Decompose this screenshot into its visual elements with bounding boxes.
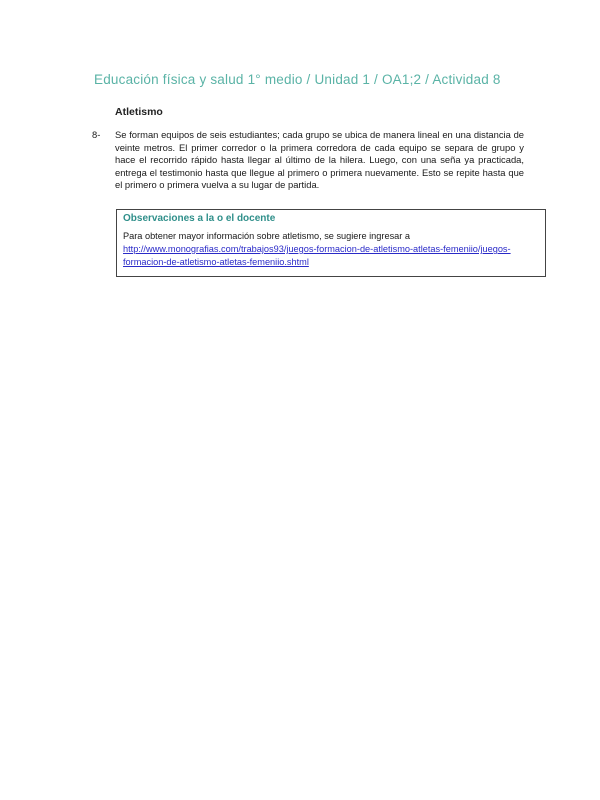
- page-breadcrumb: Educación física y salud 1° medio / Unidad 1 / OA1;2 / Actividad 8: [94, 72, 501, 87]
- activity-number: 8-: [92, 129, 101, 140]
- activity-item: [92, 129, 524, 192]
- section-title: Atletismo: [115, 106, 163, 118]
- observations-intro: Para obtener mayor información sobre atletismo, se sugiere ingresar a: [123, 231, 410, 241]
- observations-title: Observaciones a la o el docente: [123, 213, 276, 224]
- teacher-observations-box: [116, 209, 546, 277]
- activity-description: Se forman equipos de seis estudiantes; cada grupo se ubica de manera lineal en una distancia de veinte metros. El primer corredor o la primera corredora de cada equipo se separa de grupo y hace el recorrido rápido hasta llegar al último de la hilera. Luego, con una seña ya practicada, entrega el testimonio hasta que llegue al primero o primera nuevamente. Esto se repite hasta que el primero o primera vuelva a su lugar de partida.: [115, 129, 524, 191]
- observations-link[interactable]: http://www.monografias.com/trabajos93/juegos-formacion-de-atletismo-atletas-femeniio/juegos-formacion-de-atletismo-atletas-femeniio.shtml: [123, 244, 511, 267]
